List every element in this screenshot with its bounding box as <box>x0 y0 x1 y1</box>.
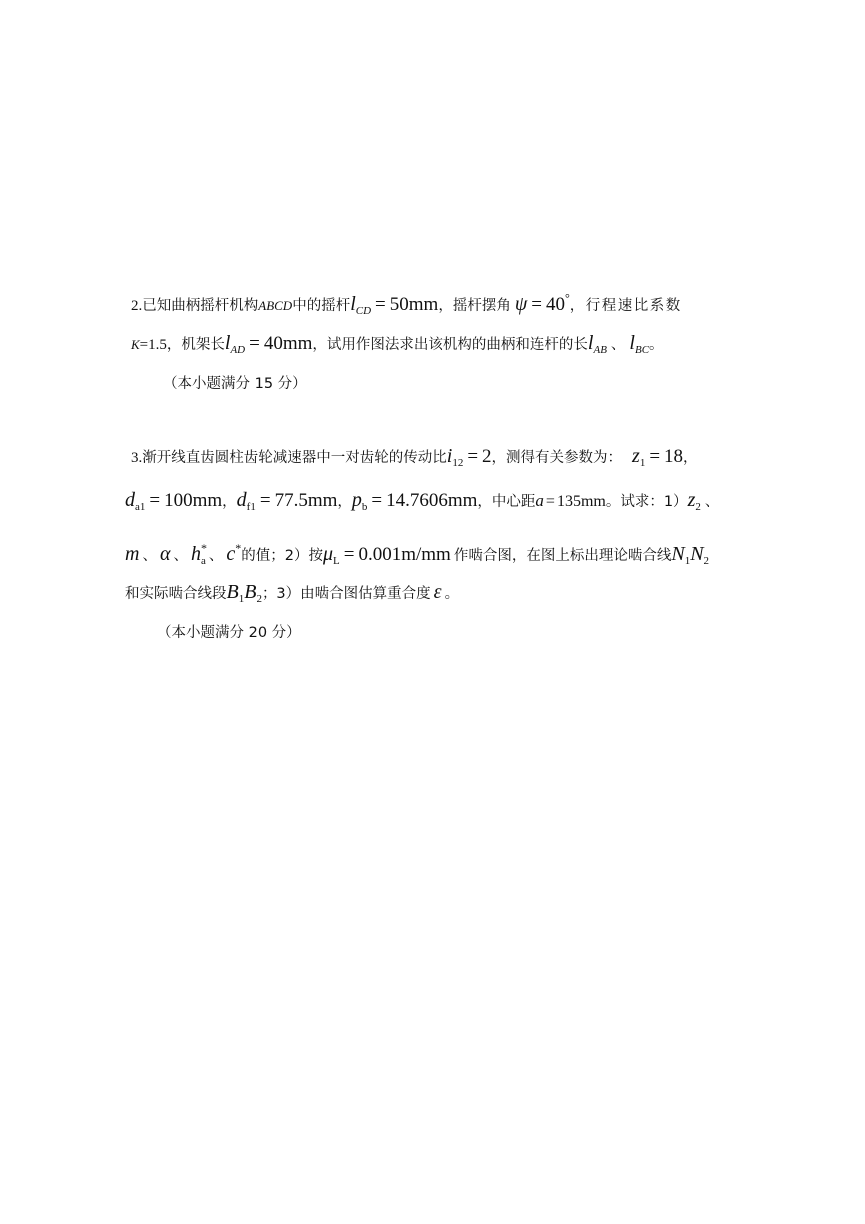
q3-b1-symbol: B <box>226 581 239 603</box>
q3-i-symbol: i <box>446 445 453 467</box>
q3-eq-5: = <box>371 490 383 511</box>
q3-actual-text: 和实际啮合线段 <box>125 586 227 602</box>
q3-z1-value: 18 <box>664 446 684 467</box>
q3-sep-4: 、 <box>208 548 224 564</box>
q2-l-ab-sub: AB <box>593 344 607 356</box>
q2-degree: ° <box>564 291 570 305</box>
q2-l-ad-value: 40mm <box>263 333 313 354</box>
q2-sep: 、 <box>610 337 626 353</box>
q3-h-sub: a <box>200 555 206 567</box>
q2-line-2 <box>131 332 664 361</box>
q3-comma-2: ， <box>222 494 237 510</box>
q3-mu-sub: L <box>333 555 340 567</box>
q2-eq-1: = <box>375 294 386 315</box>
q2-task-text: ，试用作图法求出该机构的曲柄和连杆的长 <box>312 337 588 353</box>
q3-end: 。 <box>444 586 460 602</box>
q3-da1-sub: a1 <box>135 501 146 513</box>
q2-l-cd-sub: CD <box>355 305 372 317</box>
q2-eq-3: = <box>249 333 260 354</box>
q2-line-1 <box>131 287 682 322</box>
q3-n2-sub: 2 <box>703 555 710 567</box>
q2-intro: 已知曲柄摇杆机构 <box>142 298 259 314</box>
q2-psi-value: 40 <box>545 294 565 315</box>
q3-comma-1: ， <box>683 450 698 466</box>
q3-intro: 渐开线直齿圆柱齿轮减速器中一对齿轮的传动比 <box>142 450 447 466</box>
q3-center-text: ，中心距 <box>477 494 536 510</box>
q3-eps-symbol: ε <box>433 581 442 603</box>
q3-z2-sub: 2 <box>695 501 701 513</box>
q2-number: 2. <box>131 298 143 314</box>
q3-df1-sub: f1 <box>246 501 256 513</box>
q3-a-symbol: a <box>535 491 544 510</box>
q2-mech-name: ABCD <box>258 298 293 313</box>
q3-line-1 <box>131 445 698 474</box>
q2-l-cd-symbol: l <box>350 293 356 315</box>
q3-draw-text: 作啮合图，在图上标出理论啮合线 <box>453 548 672 564</box>
q3-df1-value: 77.5mm <box>274 490 338 511</box>
q3-da1-symbol: d <box>125 489 135 511</box>
q3-z1-symbol: z <box>632 445 640 467</box>
q3-z2-symbol: z <box>687 489 696 511</box>
q2-psi-symbol: ψ <box>514 293 528 315</box>
q3-i-sub: 12 <box>452 457 464 469</box>
q2-swing-text: ，摇杆摆角 <box>438 298 511 314</box>
q3-c-symbol: c <box>226 543 236 565</box>
q3-measured-text: ，测得有关参数为： <box>491 450 623 466</box>
q3-m-symbol: m <box>125 543 140 565</box>
q2-frame-text: ，机架长 <box>166 337 225 353</box>
q3-z1-sub: 1 <box>639 457 646 469</box>
q3-eq-4: = <box>259 490 271 511</box>
q2-k-text: ，行程速比系数 <box>569 298 682 314</box>
q3-eq-3: = <box>149 490 161 511</box>
q3-find-text: 。试求：1） <box>605 494 688 510</box>
q3-b2-sub: 2 <box>256 593 262 605</box>
q3-n1-sub: 1 <box>684 555 691 567</box>
q3-eq-1: = <box>467 446 479 467</box>
q3-pb-symbol: p <box>351 489 362 511</box>
q3-score: （本小题满分 20 分） <box>157 625 301 641</box>
q3-b2-symbol: B <box>244 581 257 603</box>
q3-pb-sub: b <box>361 501 368 513</box>
q3-a-value: 135mm <box>556 493 606 510</box>
q2-score: （本小题满分 15 分） <box>163 376 307 392</box>
q3-c-star: * <box>235 541 242 555</box>
q2-k-value: =1.5 <box>139 337 167 353</box>
q2-l-ab-symbol: l <box>587 332 594 354</box>
q3-pb-value: 14.7606mm <box>386 490 478 511</box>
q2-l-ad-sub: AD <box>230 344 246 356</box>
q3-n2-symbol: N <box>690 543 704 565</box>
q3-comma-3: ， <box>337 494 352 510</box>
q3-i-value: 2 <box>482 446 492 467</box>
q3-h-symbol: h <box>190 543 201 565</box>
q2-end: 。 <box>649 337 664 353</box>
q3-n1-symbol: N <box>671 543 685 565</box>
q2-l-ad-symbol: l <box>224 332 231 354</box>
q2-k-symbol: K <box>131 337 140 352</box>
q2-l-bc-symbol: l <box>629 332 635 354</box>
q3-line-3 <box>125 537 709 572</box>
q3-line-2 <box>125 489 719 518</box>
q3-eq-2: = <box>649 446 661 467</box>
q3-h-star: * <box>200 541 207 555</box>
q2-eq-2: = <box>531 294 542 315</box>
q3-sep-1: 、 <box>704 494 720 510</box>
q3-step3-text: ；3）由啮合图估算重合度 <box>261 586 431 602</box>
q3-mu-symbol: μ <box>322 543 334 565</box>
q2-l-bc-sub: BC <box>634 344 650 356</box>
q3-mu-value: 0.001m/mm <box>358 544 451 565</box>
q3-b1-sub: 1 <box>238 593 245 605</box>
q2-in-rocker: 中的摇杆 <box>292 298 351 314</box>
q2-l-cd-value: 50mm <box>389 294 439 315</box>
q3-df1-symbol: d <box>236 489 247 511</box>
q3-eq-6: = <box>545 493 555 510</box>
q3-alpha-symbol: α <box>159 543 171 565</box>
q3-number: 3. <box>131 450 143 466</box>
q3-da1-value: 100mm <box>164 490 223 511</box>
q3-eq-7: = <box>343 544 355 565</box>
q3-line-4 <box>125 581 459 610</box>
q3-sep-2: 、 <box>142 548 157 564</box>
q3-values-text: 的值；2）按 <box>241 548 323 564</box>
q3-sep-3: 、 <box>173 548 188 564</box>
